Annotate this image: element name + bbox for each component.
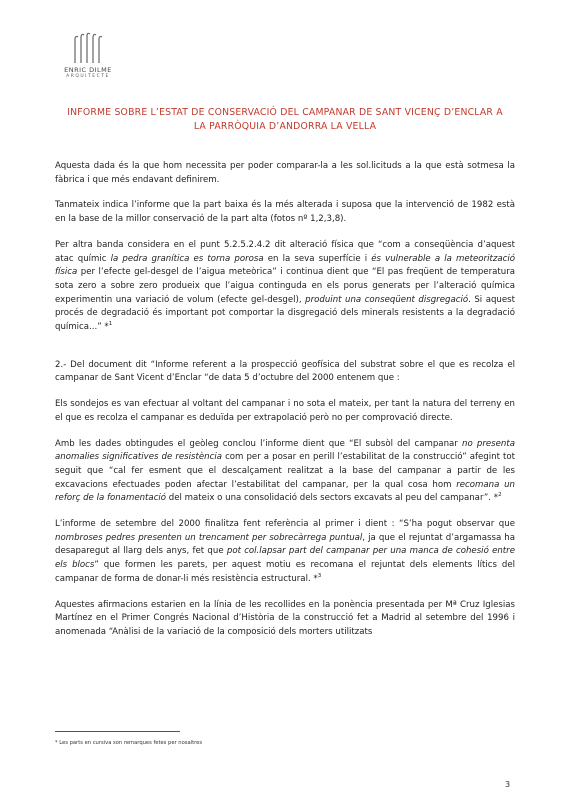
- footnote-ref-2: 2: [498, 492, 502, 499]
- title-line-2: LA PARRÒQUIA D’ANDORRA LA VELLA: [193, 121, 377, 132]
- paragraph-7: L’informe de setembre del 2000 finalitza fent referència al primer i dient : “S’ha pogut observar que nombroses pedres presenten un trencament per sobrecàrrega puntual, ja que el rejuntat d’argamassa ha desaparegut al llarg dels anys, fet que pot col.lapsar part del campanar per una manca de cohesió entre els blocs” que formen les parets, per aquest motiu es recomana el rejuntat dels elements lítics del campanar de forma de donar-li més resistència estructural. *$^3$: [55, 519, 516, 584]
- logo-mark-icon: [71, 32, 105, 64]
- paragraph-3: Per altra banda considera en el punt 5.2.5.2.4.2 dit alteració física que “com a conseqüència d’aquest atac químic la pedra granítica es torna porosa en la seva superfície i és vulnerable a la meteorització física per l’efecte gel-desgel de l’aigua meteòrica” i continua dient que “El pas freqüent de temperatura sota zero a sobre zero produeix que l’aigua continguda en els porus generats per l’alteració química experimentin una variació de volum (efecte gel-desgel), produint una conseqüent disgregació. Si aquest procés de degradació és important pot comportar la disgregació dels minerals resistents a la degradació química...” *$^1$: [55, 239, 515, 333]
- paragraph-6: Amb les dades obtingudes el geòleg conclou l’informe dient que “El subsòl del campanar no presenta anomalies significatives de resistència com per a posar en perill l’estabilitat de la construcció” afegint tot seguit que “cal fer esment que el descalçament realitzat a la base del campanar a partir de les excavacions efectuades poden afectar l’estabilitat del campanar, per la qual cosa hom recomana un reforç de la fonamentació del mateix o una consolidació dels sectors excavats al peu del campanar”. *$^2$: [55, 438, 516, 504]
- report-body: [55, 160, 515, 652]
- paragraph-5: Els sondejos es van efectuar al voltant del campanar i no sota el mateix, per tant la natura del terreny en el que es recolza el campanar es deduïda per extrapolació però no per comprovació directe.: [55, 399, 515, 423]
- footnote-divider: [55, 731, 180, 732]
- footnote: * Les parts en cursiva son remarques fetes per nosaltres: [55, 740, 203, 746]
- paragraph-8: Aquestes afirmacions estarien en la línia de les recollides en la ponència presentada per Mª Cruz Iglesias Martínez en el Primer Congrés Nacional d’Història de la construcció fet a Madrid al setembre del 1996 i anomenada “Anàlisi de la variació de la composició dels morters utilitzats: [55, 599, 515, 637]
- logo-name: ENRIC DILME: [64, 66, 112, 74]
- footnote-ref-1: 1: [108, 321, 113, 328]
- title-line-1: INFORME SOBRE L’ESTAT DE CONSERVACIÓ DEL CAMPANAR DE SANT VICENÇ D’ENCLAR A: [67, 107, 503, 118]
- report-title: [55, 106, 515, 134]
- logo-subtitle: ARQUITECTE: [66, 74, 110, 79]
- footnote-ref-3: 3: [317, 573, 322, 580]
- paragraph-4: 2.- Del document dit “Informe referent a la prospecció geofísica del substrat sobre el que es recolza el campanar de Sant Vicent d’Enclar “de data 5 d’octubre del 2000 entenem que :: [55, 359, 515, 384]
- paragraph-1: Aquesta dada és la que hom necessita per poder comparar-la a les sol.licituds a la que està sotmesa la fàbrica i que més endavant definirem.: [55, 161, 515, 185]
- page-number: 3: [505, 780, 511, 789]
- paragraph-2: Tanmateix indica l’informe que la part baixa és la més alterada i suposa que la intervenció de 1982 està en la base de la millor conservació de la part alta (fotos nº 1,2,3,8).: [55, 200, 515, 225]
- architect-logo: [58, 32, 118, 79]
